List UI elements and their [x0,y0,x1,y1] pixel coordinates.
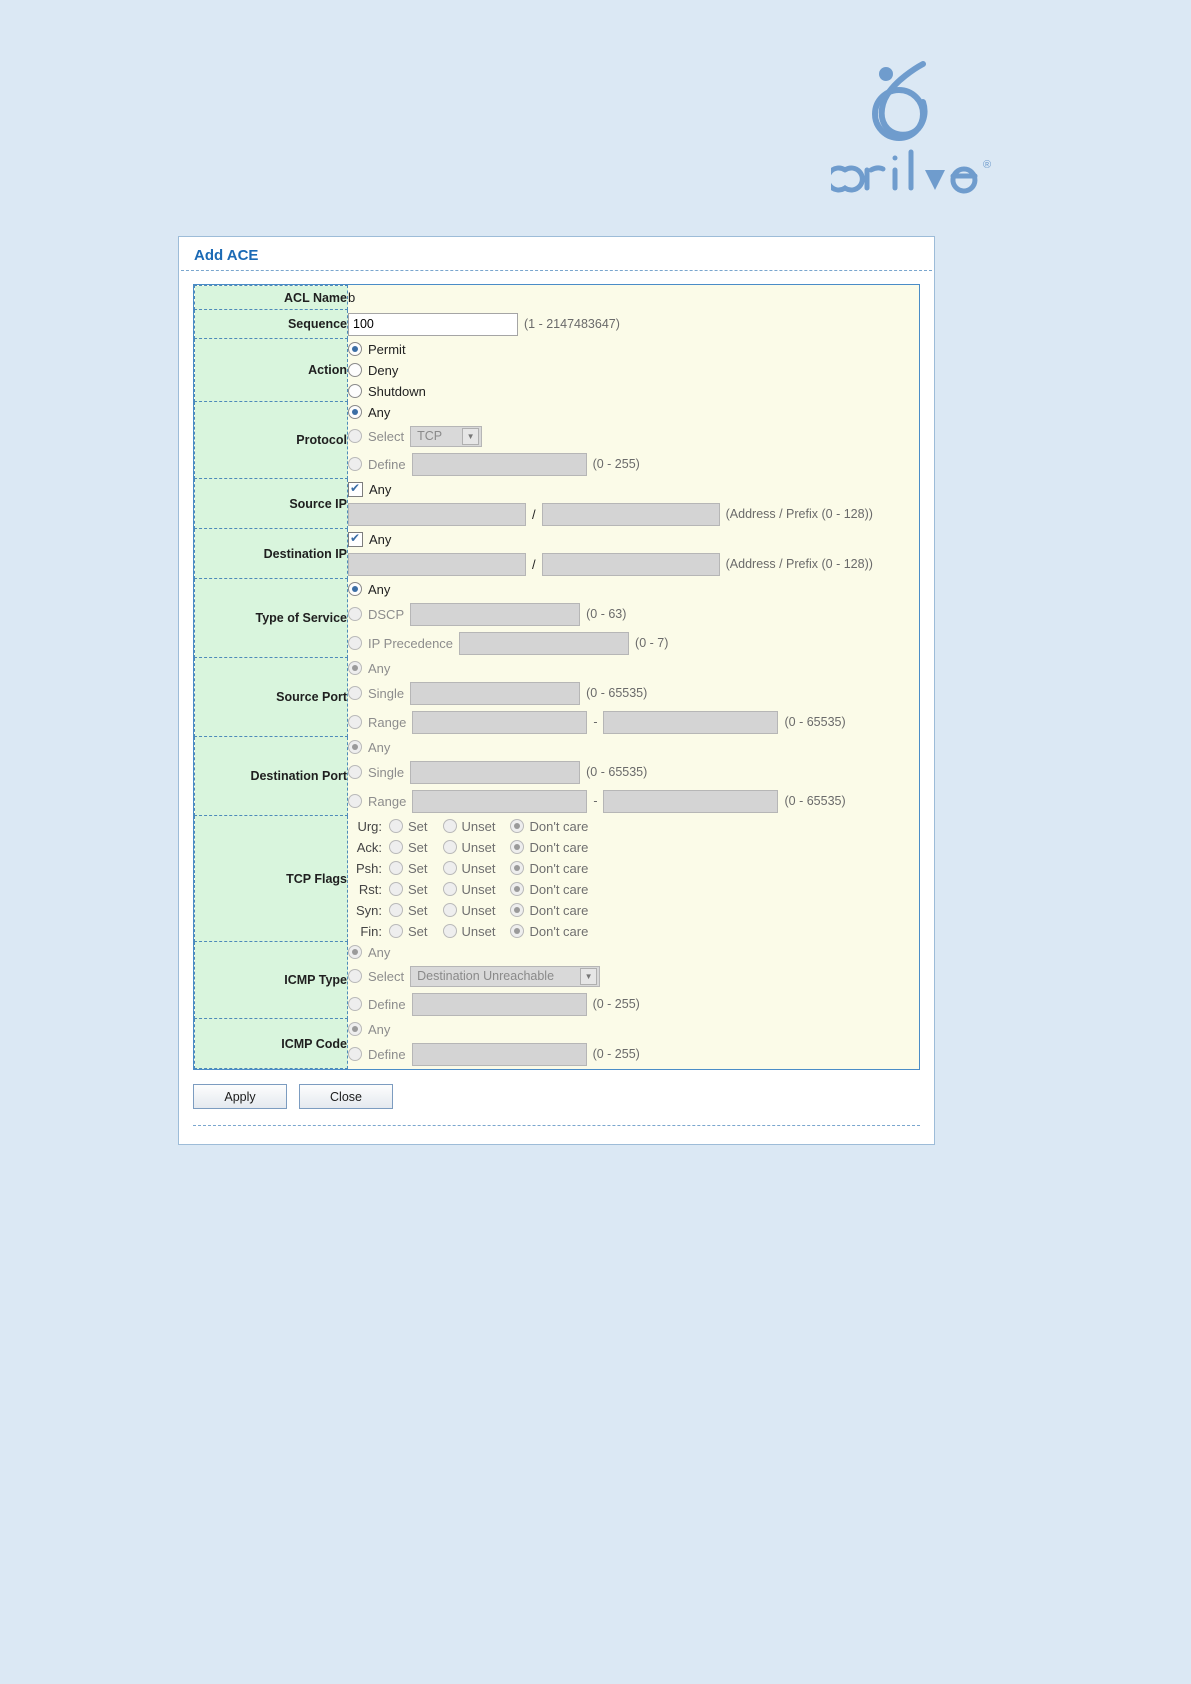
destination-ip-hint: (Address / Prefix (0 - 128)) [725,557,873,571]
chevron-down-icon[interactable]: ▼ [580,968,597,985]
label-source-port: Source Port [195,658,348,737]
radio-icmp-type-select-icon[interactable] [348,969,362,983]
source-port-single-label: Single [368,685,405,701]
tcp-urg-unset-label: Unset [461,818,496,834]
destination-port-single-label: Single [368,764,405,780]
tcp-syn-set[interactable] [389,903,428,918]
tcp-flag-row-psh [348,858,918,879]
action-option-deny[interactable] [348,360,918,381]
tcp-urg-dontcare-label: Don't care [529,818,589,834]
label-source-ip: Source IP [195,479,348,529]
radio-fin-set-icon[interactable] [389,924,403,938]
icmp-code-define-label: Define [368,1046,406,1062]
tcp-syn-unset-label: Unset [461,902,496,918]
destination-ip-separator: / [532,556,536,572]
destination-ip-any-label: Any [369,531,392,547]
tcp-flag-row-fin [348,921,918,942]
radio-psh-unset-icon[interactable] [443,861,457,875]
icmp-type-option-select[interactable] [348,963,918,990]
close-button[interactable]: Close [299,1084,393,1109]
tos-ipprec-input[interactable] [459,632,629,655]
radio-psh-dontcare-icon[interactable] [510,861,524,875]
destination-port-range-label: Range [368,793,407,809]
tcp-flag-name-fin: Fin: [360,923,382,939]
label-icmp-code: ICMP Code [195,1019,348,1069]
icmp-code-define-input[interactable] [412,1043,587,1066]
tcp-syn-dontcare[interactable] [510,903,588,918]
destination-port-option-range[interactable] [348,787,918,816]
icmp-type-define-hint: (0 - 255) [592,997,640,1011]
tcp-syn-dontcare-label: Don't care [529,902,589,918]
brand-logo [831,52,1031,212]
icmp-code-option-define[interactable] [348,1040,919,1069]
row-destination-ip [195,529,919,579]
tcp-syn-set-label: Set [408,902,428,918]
ace-form [193,284,920,1070]
icmp-code-define-hint: (0 - 255) [592,1047,640,1061]
source-port-option-any[interactable] [348,658,918,679]
radio-psh-set-icon[interactable] [389,861,403,875]
tcp-rst-dontcare-label: Don't care [529,881,589,897]
protocol-option-define[interactable] [348,450,918,479]
page-title: Add ACE [181,237,932,271]
radio-fin-dontcare-icon[interactable] [510,924,524,938]
protocol-any-label: Any [368,404,391,420]
tcp-rst-set-label: Set [408,881,428,897]
radio-permit-icon[interactable] [348,342,362,356]
protocol-define-label: Define [368,456,406,472]
label-sequence: Sequence [195,310,348,339]
icmp-type-define-label: Define [368,996,406,1012]
radio-destination-port-range-icon[interactable] [348,794,362,808]
tcp-rst-unset-label: Unset [461,881,496,897]
radio-protocol-define-icon[interactable] [348,457,362,471]
row-acl-name [195,286,919,310]
row-icmp-code [195,1019,919,1069]
radio-icmp-code-define-icon[interactable] [348,1047,362,1061]
icmp-type-select-value: Destination Unreachable [417,969,555,983]
radio-source-port-any-icon[interactable] [348,661,362,675]
radio-icmp-code-any-icon[interactable] [348,1022,362,1036]
source-port-single-input[interactable] [410,682,580,705]
source-ip-any[interactable] [348,479,918,500]
row-source-ip [195,479,919,529]
radio-tos-ipprec-icon[interactable] [348,636,362,650]
radio-tos-any-icon[interactable] [348,582,362,596]
source-ip-hint: (Address / Prefix (0 - 128)) [725,507,873,521]
icmp-type-select-label: Select [368,968,405,984]
tcp-ack-set[interactable] [389,840,428,855]
radio-urg-unset-icon[interactable] [443,819,457,833]
destination-port-single-input[interactable] [410,761,580,784]
radio-syn-dontcare-icon[interactable] [510,903,524,917]
source-ip-prefix-input[interactable] [542,503,720,526]
tcp-psh-dontcare[interactable] [510,861,588,876]
source-port-range-dash: - [593,715,598,729]
tcp-ack-dontcare[interactable] [510,840,588,855]
destination-port-range-from-input[interactable] [412,790,587,813]
source-ip-address-input[interactable] [348,503,526,526]
radio-source-port-range-icon[interactable] [348,715,362,729]
tcp-ack-unset[interactable] [443,840,496,855]
destination-port-range-to-input[interactable] [603,790,778,813]
radio-icmp-type-define-icon[interactable] [348,997,362,1011]
radio-destination-port-any-icon[interactable] [348,740,362,754]
protocol-option-select[interactable] [348,423,918,450]
source-port-any-label: Any [368,660,391,676]
source-ip-any-label: Any [369,481,392,497]
action-shutdown-label: Shutdown [368,383,426,399]
radio-tos-dscp-icon[interactable] [348,607,362,621]
protocol-option-any[interactable] [348,402,918,423]
checkbox-source-ip-any-icon[interactable] [348,482,363,497]
tcp-urg-set-label: Set [408,818,428,834]
tcp-urg-dontcare[interactable] [510,819,588,834]
tcp-fin-dontcare-label: Don't care [529,923,589,939]
icmp-type-option-any[interactable] [348,942,918,963]
radio-destination-port-single-icon[interactable] [348,765,362,779]
action-deny-label: Deny [368,362,399,378]
tcp-rst-unset[interactable] [443,882,496,897]
acl-name-value: b [348,289,356,305]
radio-ack-dontcare-icon[interactable] [510,840,524,854]
destination-ip-prefix-input[interactable] [542,553,720,576]
tcp-fin-unset[interactable] [443,924,496,939]
add-ace-panel [178,236,935,1145]
tos-ipprec-hint: (0 - 7) [635,636,669,650]
radio-protocol-select-icon[interactable] [348,429,362,443]
tcp-flag-name-ack: Ack: [356,839,382,855]
source-port-range-hint: (0 - 65535) [784,715,846,729]
icmp-type-any-label: Any [368,944,391,960]
label-icmp-type: ICMP Type [195,942,348,1019]
panel-bottom-spacer [179,1126,934,1144]
tcp-rst-dontcare[interactable] [510,882,588,897]
tcp-ack-unset-label: Unset [461,839,496,855]
protocol-select-dropdown[interactable] [410,426,482,447]
row-action [195,339,919,402]
tcp-syn-unset[interactable] [443,903,496,918]
protocol-define-input[interactable] [412,453,587,476]
label-destination-ip: Destination IP [195,529,348,579]
icmp-code-any-label: Any [368,1021,391,1037]
label-type-of-service: Type of Service [195,579,348,658]
tcp-psh-dontcare-label: Don't care [529,860,589,876]
button-bar [193,1084,920,1126]
tcp-psh-unset[interactable] [443,861,496,876]
chevron-down-icon[interactable]: ▼ [462,428,479,445]
tcp-urg-unset[interactable] [443,819,496,834]
destination-port-single-hint: (0 - 65535) [586,765,648,779]
action-permit-label: Permit [368,341,406,357]
tos-dscp-input[interactable] [410,603,580,626]
tcp-ack-dontcare-label: Don't care [529,839,589,855]
tcp-fin-set-label: Set [408,923,428,939]
tcp-flag-name-urg: Urg: [357,818,382,834]
radio-icmp-type-any-icon[interactable] [348,945,362,959]
tos-any-label: Any [368,581,391,597]
tcp-psh-set[interactable] [389,861,428,876]
sequence-input[interactable] [348,313,518,336]
radio-deny-icon[interactable] [348,363,362,377]
row-destination-port [195,737,919,816]
radio-protocol-any-icon[interactable] [348,405,362,419]
destination-port-option-any[interactable] [348,737,918,758]
tcp-flag-name-syn: Syn: [355,902,382,918]
destination-ip-any[interactable] [348,529,918,550]
label-action: Action [195,339,348,402]
radio-syn-set-icon[interactable] [389,903,403,917]
icmp-type-define-input[interactable] [412,993,587,1016]
tcp-flag-row-urg [348,816,918,837]
radio-source-port-single-icon[interactable] [348,686,362,700]
destination-port-range-hint: (0 - 65535) [784,794,846,808]
label-tcp-flags: TCP Flags [195,816,348,942]
protocol-select-value: TCP [417,429,443,443]
protocol-define-hint: (0 - 255) [592,457,640,471]
row-protocol [195,402,919,479]
tos-option-ip-precedence[interactable] [348,629,918,658]
tcp-flag-row-ack [348,837,918,858]
source-port-range-to-input[interactable] [603,711,778,734]
tcp-psh-set-label: Set [408,860,428,876]
destination-port-any-label: Any [368,739,391,755]
sequence-hint: (1 - 2147483647) [524,317,620,331]
registered-mark: ® [983,159,992,171]
icmp-code-option-any[interactable] [348,1019,919,1040]
radio-ack-unset-icon[interactable] [443,840,457,854]
tos-ipprec-label: IP Precedence [368,635,454,651]
tcp-flag-name-psh: Psh: [355,860,382,876]
destination-port-range-dash: - [593,794,598,808]
tcp-flag-row-syn [348,900,918,921]
protocol-select-label: Select [368,428,405,444]
label-acl-name: ACL Name [195,286,348,310]
tcp-fin-dontcare[interactable] [510,924,588,939]
radio-fin-unset-icon[interactable] [443,924,457,938]
row-tcp-flags [195,816,919,942]
tos-dscp-hint: (0 - 63) [586,607,627,621]
radio-syn-unset-icon[interactable] [443,903,457,917]
tcp-ack-set-label: Set [408,839,428,855]
action-option-shutdown[interactable] [348,381,918,402]
radio-rst-unset-icon[interactable] [443,882,457,896]
source-ip-separator: / [532,506,536,522]
tos-dscp-label: DSCP [368,606,405,622]
label-destination-port: Destination Port [195,737,348,816]
apply-button[interactable]: Apply [193,1084,287,1109]
tcp-rst-set[interactable] [389,882,428,897]
source-port-option-single[interactable] [348,679,918,708]
icmp-type-option-define[interactable] [348,990,918,1019]
radio-urg-set-icon[interactable] [389,819,403,833]
tos-option-dscp[interactable] [348,600,918,629]
tcp-fin-set[interactable] [389,924,428,939]
source-port-single-hint: (0 - 65535) [586,686,648,700]
row-icmp-type [195,942,919,1019]
destination-port-option-single[interactable] [348,758,918,787]
destination-ip-address-input[interactable] [348,553,526,576]
row-source-port [195,658,919,737]
tcp-psh-unset-label: Unset [461,860,496,876]
radio-shutdown-icon[interactable] [348,384,362,398]
tcp-flag-name-rst: Rst: [358,881,382,897]
source-port-option-range[interactable] [348,708,918,737]
tcp-urg-set[interactable] [389,819,428,834]
row-sequence [195,310,919,339]
action-option-permit[interactable] [348,339,918,360]
checkbox-destination-ip-any-icon[interactable] [348,532,363,547]
tcp-fin-unset-label: Unset [461,923,496,939]
tos-option-any[interactable] [348,579,918,600]
radio-rst-dontcare-icon[interactable] [510,882,524,896]
radio-rst-set-icon[interactable] [389,882,403,896]
label-protocol: Protocol [195,402,348,479]
row-type-of-service [195,579,919,658]
source-port-range-from-input[interactable] [412,711,587,734]
source-port-range-label: Range [368,714,407,730]
radio-urg-dontcare-icon[interactable] [510,819,524,833]
radio-ack-set-icon[interactable] [389,840,403,854]
tcp-flag-row-rst [348,879,918,900]
icmp-type-select-dropdown[interactable] [410,966,600,987]
